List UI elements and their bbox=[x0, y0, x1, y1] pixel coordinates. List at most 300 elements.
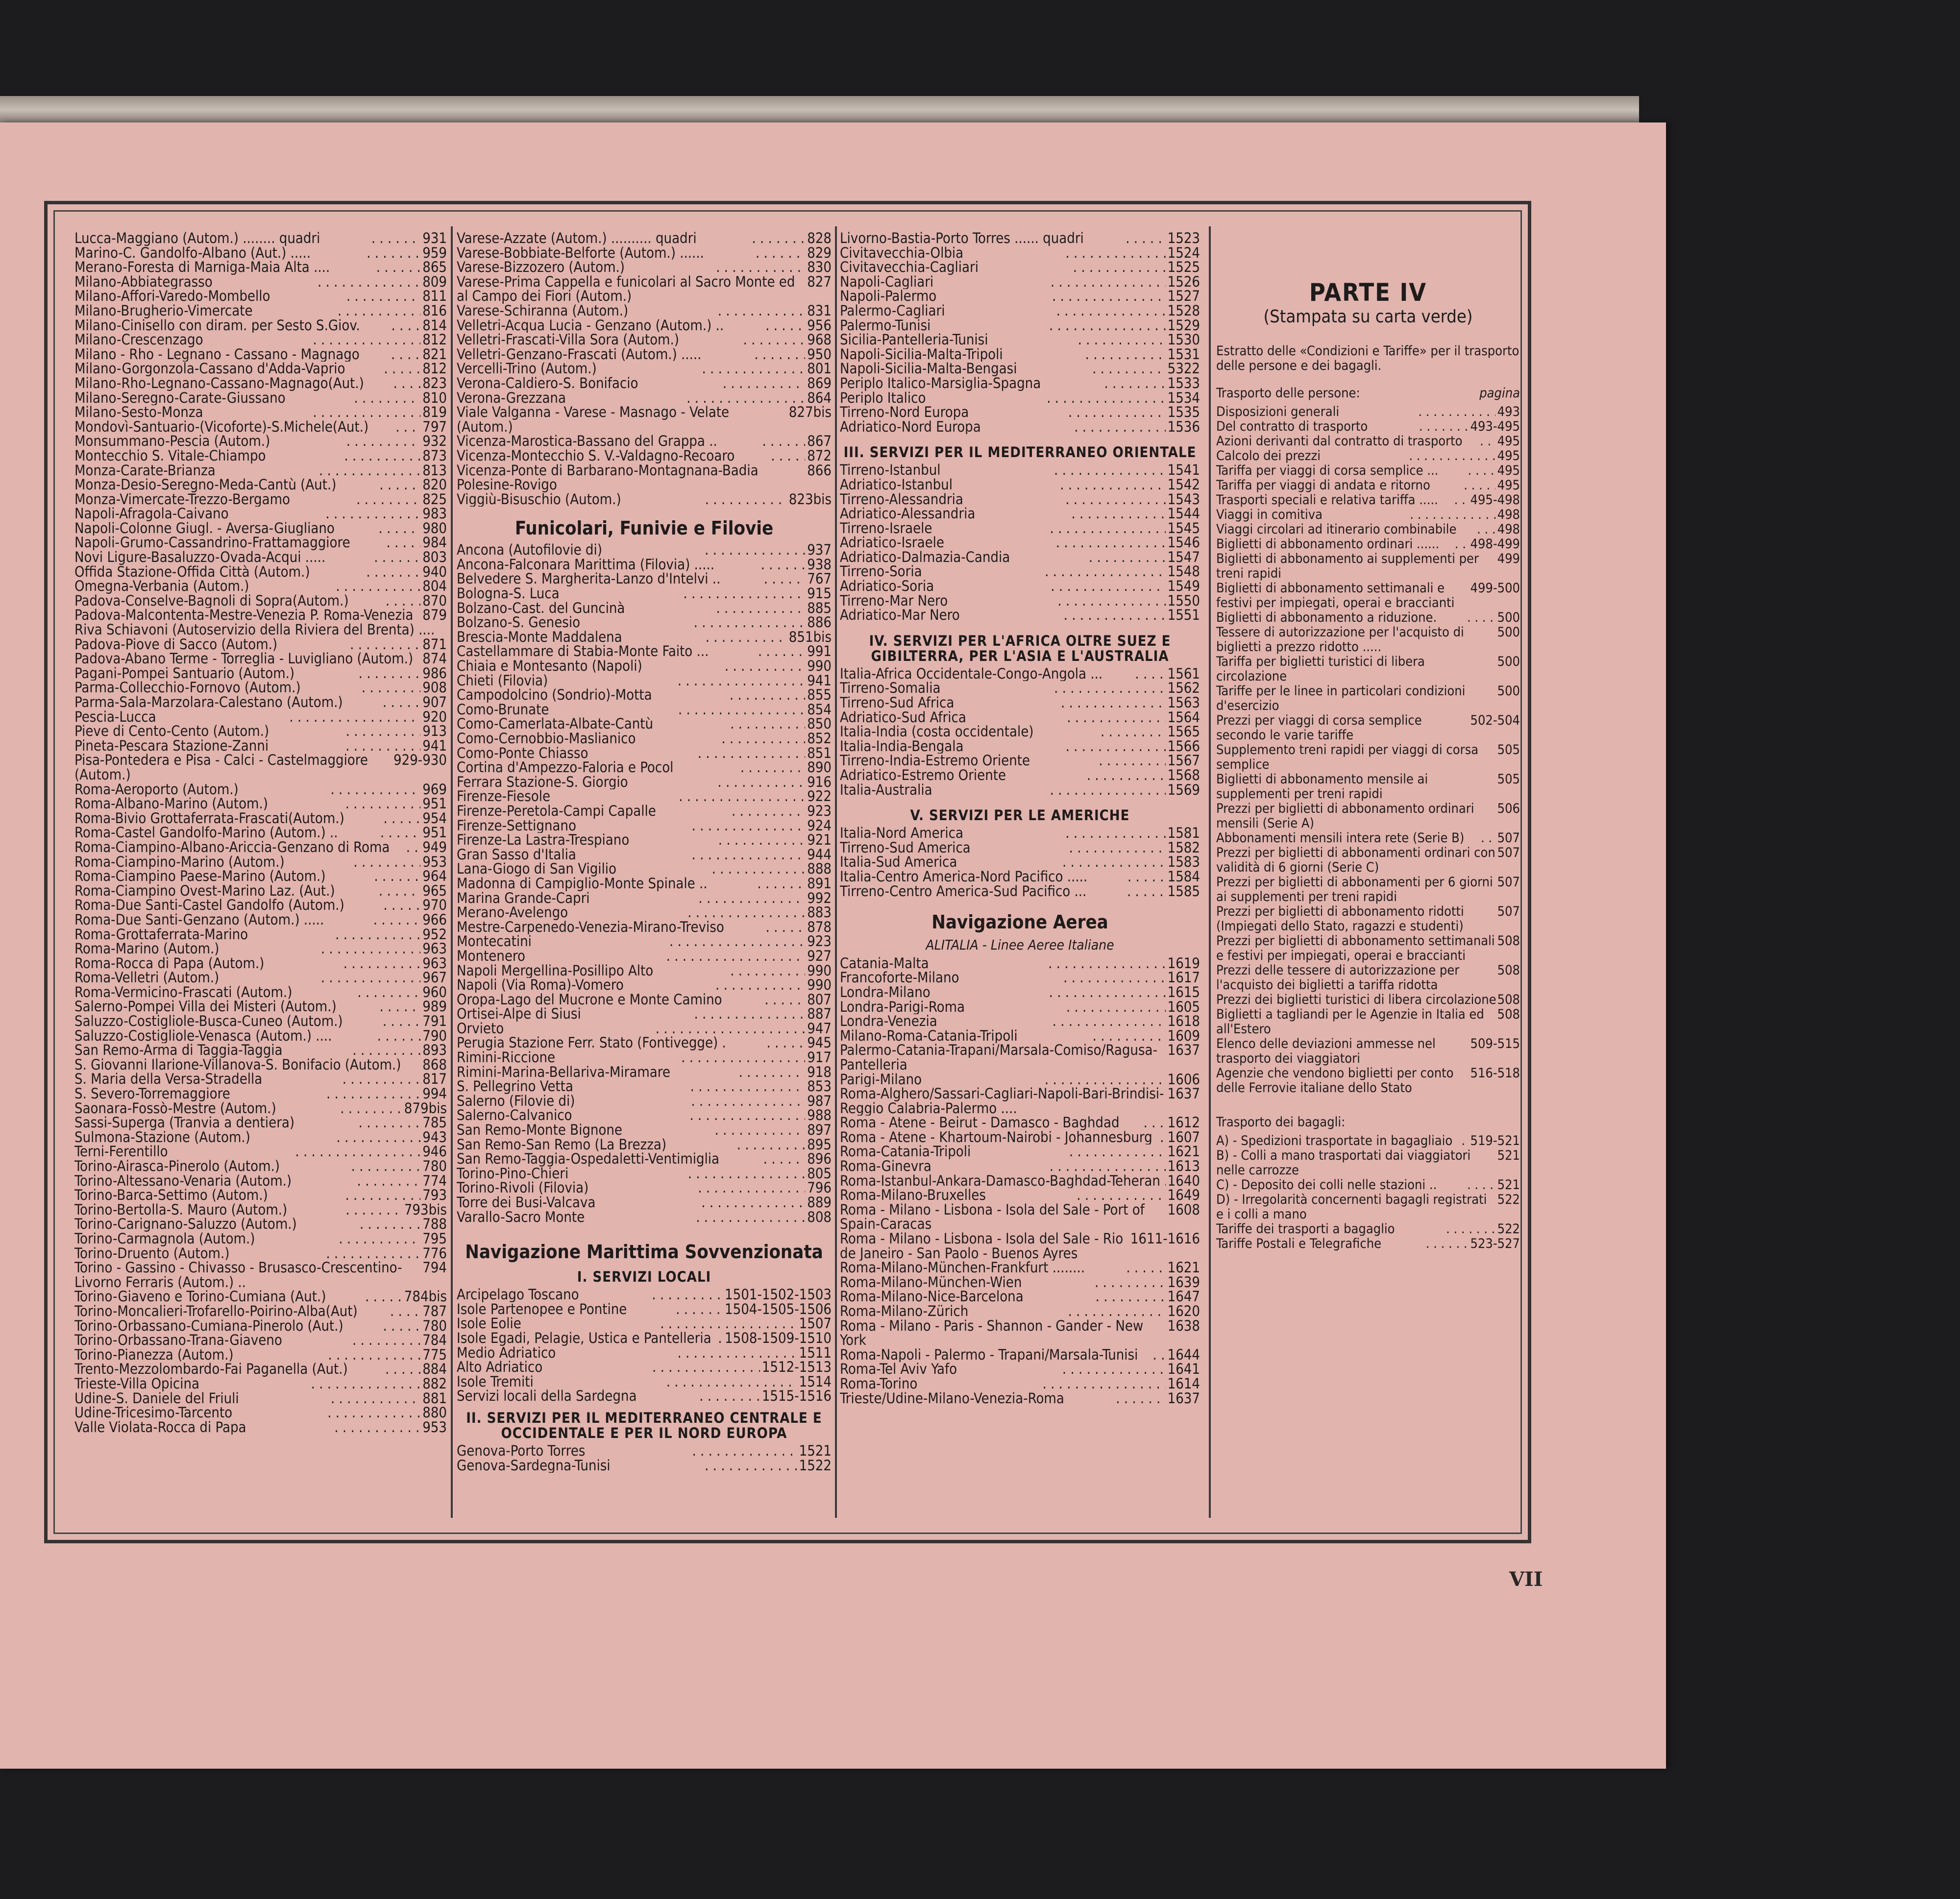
index-entry-name: Chiaia e Montesanto (Napoli) bbox=[457, 659, 642, 674]
index-entry-page: 809 bbox=[422, 274, 447, 290]
index-entry-page: 790 bbox=[422, 1028, 447, 1044]
index-entry-page: 1609 bbox=[1167, 1028, 1200, 1044]
index-entry-page: 987 bbox=[807, 1094, 832, 1109]
leader-dots bbox=[1063, 971, 1166, 985]
index-entry-page: 964 bbox=[422, 869, 447, 884]
leader-dots bbox=[335, 927, 420, 942]
index-entry bbox=[74, 1144, 447, 1159]
index-entry-name: Biglietti di abbonamento ai supplementi per treni rapidi bbox=[1216, 552, 1479, 581]
index-entry bbox=[840, 1072, 1200, 1087]
index-entry bbox=[74, 1333, 447, 1348]
index-entry-name: Roma-Milano-Nice-Barcelona bbox=[840, 1290, 1024, 1304]
index-entry-page: 868 bbox=[422, 1057, 447, 1072]
index-entry bbox=[1216, 1237, 1520, 1251]
index-entry-name: Roma - Atene - Khartoum-Nairobi - Johannesburg bbox=[840, 1130, 1152, 1145]
index-entry bbox=[1216, 684, 1520, 713]
index-entry-name: Disposizioni generali bbox=[1216, 405, 1340, 419]
index-entry bbox=[840, 1043, 1200, 1072]
index-entry-page: 1546 bbox=[1167, 536, 1200, 550]
index-entry-page: 1566 bbox=[1167, 739, 1200, 754]
index-entry bbox=[840, 739, 1200, 754]
leader-dots bbox=[295, 1144, 420, 1159]
index-entry bbox=[74, 1087, 447, 1101]
index-entry bbox=[74, 333, 447, 347]
index-entry bbox=[74, 478, 447, 492]
index-entry-name: Alto Adriatico bbox=[457, 1360, 543, 1375]
index-entry-page: 829 bbox=[807, 245, 832, 261]
index-entry-name: Isole Egadi, Pelagie, Ustica e Pantelleria bbox=[457, 1331, 711, 1346]
index-entry-page: 896 bbox=[807, 1152, 832, 1167]
index-entry-page: 854 bbox=[807, 702, 832, 717]
index-entry-page: 1620 bbox=[1167, 1304, 1200, 1319]
leader-dots bbox=[359, 666, 421, 681]
index-entry-page: 523-527 bbox=[1470, 1237, 1520, 1251]
leader-dots bbox=[386, 536, 420, 550]
index-entry bbox=[74, 463, 447, 478]
index-entry-page: 866 bbox=[807, 463, 832, 479]
leader-dots bbox=[1455, 537, 1469, 552]
index-entry-name: Tirreno-Mar Nero bbox=[840, 593, 948, 609]
leader-dots bbox=[678, 674, 805, 688]
index-entry-page: 1565 bbox=[1167, 725, 1200, 739]
leader-dots bbox=[1068, 405, 1166, 420]
index-entry-name: Roma-Tel Aviv Yafo bbox=[840, 1362, 957, 1377]
index-entry bbox=[840, 1087, 1200, 1116]
index-entry-name: Torino - Gassino - Chivasso - Brusasco-Crescentino-Livorno Ferraris (Autom.) .. bbox=[74, 1261, 402, 1290]
leader-dots bbox=[1092, 362, 1166, 376]
leader-dots bbox=[1135, 667, 1165, 682]
index-entry-page: 1619 bbox=[1167, 956, 1200, 971]
index-entry bbox=[74, 884, 447, 899]
index-entry-name: Torino-Altessano-Venaria (Autom.) bbox=[74, 1173, 292, 1189]
index-entry-name: Tariffa per viaggi di corsa semplice ... bbox=[1216, 463, 1439, 478]
leader-dots bbox=[1069, 841, 1166, 855]
index-entry-page: 874 bbox=[422, 652, 447, 666]
index-entry-page: 1545 bbox=[1167, 521, 1200, 536]
leader-dots bbox=[384, 362, 420, 376]
index-entry-page: 884 bbox=[422, 1362, 447, 1377]
index-entry-name: Lucca-Maggiano (Autom.) ........ quadri bbox=[74, 231, 320, 246]
leader-dots bbox=[1074, 420, 1165, 435]
index-entry bbox=[74, 710, 447, 725]
leader-dots bbox=[694, 615, 806, 630]
leader-dots bbox=[1126, 231, 1165, 246]
index-entry-name: Periplo Italico-Marsiglia-Spagna bbox=[840, 376, 1041, 391]
index-entry bbox=[457, 833, 832, 848]
index-entry-name: Valle Violata-Rocca di Papa bbox=[74, 1420, 246, 1435]
index-entry bbox=[457, 1050, 832, 1065]
index-entry-name: Como-Cernobbio-Maslianico bbox=[457, 731, 636, 746]
leader-dots bbox=[357, 1174, 421, 1189]
index-entry-name: Tirreno-Nord Europa bbox=[840, 405, 969, 420]
index-entry-name: Sassi-Superga (Tranvia a dentiera) bbox=[74, 1116, 295, 1130]
index-entry bbox=[840, 391, 1200, 406]
index-entry bbox=[74, 1246, 447, 1261]
persone-heading: Trasporto delle persone: bbox=[1216, 386, 1360, 401]
index-entry-page: 1637 bbox=[1167, 1043, 1200, 1059]
index-entry-name: Prezzi per biglietti di abbonamento ridotti (Impiegati dello Stato, ragazzi e studenti) bbox=[1216, 904, 1464, 934]
leader-dots bbox=[691, 1094, 805, 1109]
index-entry-name: Tirreno-Sud Africa bbox=[840, 696, 955, 710]
index-entry-name: Viaggi circolari ad itinerario combinabile bbox=[1216, 522, 1457, 537]
index-entry bbox=[457, 1094, 832, 1109]
index-entry bbox=[840, 681, 1200, 696]
index-entry bbox=[74, 999, 447, 1014]
col3-americhe-list bbox=[840, 826, 1200, 899]
leader-dots bbox=[346, 434, 420, 449]
index-entry bbox=[1216, 537, 1520, 552]
index-entry bbox=[74, 565, 447, 580]
index-entry bbox=[840, 768, 1200, 783]
index-entry-name: Genova-Sardegna-Tunisi bbox=[457, 1458, 611, 1473]
index-entry-page: 888 bbox=[807, 862, 832, 876]
index-entry-name: Biglietti di abbonamento a riduzione. bbox=[1216, 610, 1437, 625]
index-entry-page: 788 bbox=[422, 1217, 447, 1232]
leader-dots bbox=[352, 1043, 420, 1058]
leader-dots bbox=[376, 260, 421, 275]
leader-dots bbox=[326, 1246, 420, 1261]
index-entry-page: 498 bbox=[1497, 522, 1520, 537]
index-entry bbox=[1216, 1066, 1520, 1096]
index-entry-page: 797 bbox=[422, 419, 447, 435]
index-entry-page: 960 bbox=[422, 985, 447, 1000]
index-entry-name: Roma - Milano - Lisbona - Isola del Sale - Rio de Janeiro - San Paolo - Buenos Ayres bbox=[840, 1232, 1124, 1261]
index-entry-name: Madonna di Campiglio-Monte Spinale .. bbox=[457, 876, 708, 891]
leader-dots bbox=[1050, 783, 1166, 798]
index-entry-name: Vicenza-Ponte di Barbarano-Montagnana-Badia Polesine-Rovigo bbox=[457, 463, 759, 492]
index-entry bbox=[74, 594, 447, 609]
index-entry-name: Biglietti di abbonamento settimanali e festivi per impiegati, operai e braccianti bbox=[1216, 581, 1455, 610]
index-entry-page: 796 bbox=[807, 1181, 832, 1195]
index-entry-page: 873 bbox=[422, 448, 447, 463]
leader-dots bbox=[371, 231, 420, 246]
index-entry-page: 508 bbox=[1497, 963, 1520, 978]
index-entry bbox=[840, 1261, 1200, 1275]
index-entry-page: 1541 bbox=[1167, 463, 1200, 478]
index-entry-page: 1561 bbox=[1167, 666, 1200, 682]
index-entry-page: 795 bbox=[422, 1231, 447, 1246]
index-entry-name: Napoli-Afragola-Caivano bbox=[74, 507, 229, 521]
index-entry-page: 950 bbox=[807, 347, 832, 362]
index-entry bbox=[74, 1203, 447, 1217]
index-entry-name: Padova-Malcontenta-Mestre-Venezia P. Roma-Venezia Riva Schiavoni (Autoservizio della Riviera del Brenta) .... bbox=[74, 608, 435, 637]
index-entry-name: Milano-Cinisello con diram. per Sesto S.Giov. bbox=[74, 318, 360, 333]
index-entry bbox=[74, 681, 447, 695]
parte-title: PARTE IV bbox=[1309, 278, 1427, 307]
index-entry-name: Napoli-Cagliari bbox=[840, 274, 934, 290]
index-entry bbox=[74, 376, 447, 391]
index-entry bbox=[840, 1014, 1200, 1029]
section-title-navigazione-aerea: Navigazione Aerea bbox=[931, 911, 1108, 933]
index-entry-page: 1607 bbox=[1167, 1130, 1200, 1145]
index-entry-name: Torino-Carmagnola (Autom.) bbox=[74, 1231, 255, 1246]
index-entry-page: 499 bbox=[1497, 552, 1520, 566]
index-entry-page: 823bis bbox=[788, 492, 832, 507]
leader-dots bbox=[1049, 985, 1166, 1000]
index-entry bbox=[457, 1181, 832, 1195]
leader-dots bbox=[374, 550, 420, 565]
leader-dots bbox=[379, 884, 420, 899]
index-entry bbox=[457, 1007, 832, 1022]
index-entry bbox=[840, 1130, 1200, 1145]
leader-dots bbox=[712, 862, 806, 876]
index-entry-page: 940 bbox=[422, 564, 447, 580]
leader-dots bbox=[366, 565, 420, 580]
index-entry bbox=[457, 993, 832, 1007]
index-entry bbox=[457, 246, 832, 261]
leader-dots bbox=[1099, 754, 1165, 768]
leader-dots bbox=[1045, 564, 1166, 579]
index-entry-name: Napoli-Palermo bbox=[840, 289, 937, 304]
index-entry bbox=[840, 1203, 1200, 1232]
leader-dots bbox=[1057, 594, 1165, 609]
index-entry-name: Napoli Mergellina-Posillipo Alto bbox=[457, 963, 654, 978]
index-entry-page: 775 bbox=[422, 1347, 447, 1363]
leader-dots bbox=[716, 260, 805, 275]
index-entry bbox=[74, 318, 447, 333]
index-entry-name: Monza-Desio-Seregno-Meda-Cantù (Aut.) bbox=[74, 478, 337, 492]
index-entry-page: 780 bbox=[422, 1159, 447, 1174]
index-entry-name: Padova-Piove di Sacco (Autom.) bbox=[74, 637, 278, 652]
index-entry bbox=[840, 289, 1200, 304]
index-entry-name: Napoli-Sicilia-Malta-Tripoli bbox=[840, 347, 1003, 362]
leader-dots bbox=[1144, 1116, 1166, 1130]
leader-dots bbox=[383, 811, 420, 826]
index-entry-name: Roma-Ginevra bbox=[840, 1159, 931, 1174]
leader-dots bbox=[385, 1362, 420, 1377]
column-separator bbox=[835, 226, 837, 1518]
index-entry-name: Padova-Abano Terme - Torreglia - Luvigliano (Autom.) bbox=[74, 652, 414, 666]
leader-dots bbox=[676, 1302, 723, 1317]
index-entry bbox=[74, 971, 447, 985]
index-entry-page: 784 bbox=[422, 1333, 447, 1348]
index-entry bbox=[840, 536, 1200, 550]
index-entry bbox=[74, 521, 447, 536]
index-entry-page: 498-499 bbox=[1470, 537, 1520, 552]
index-entry-page: 821 bbox=[422, 347, 447, 362]
index-entry-page: 507 bbox=[1497, 875, 1520, 890]
index-entry-page: 988 bbox=[807, 1108, 832, 1123]
leader-dots bbox=[345, 1188, 420, 1203]
index-entry bbox=[74, 1058, 447, 1072]
index-entry-page: 850 bbox=[807, 717, 832, 731]
index-entry bbox=[457, 333, 832, 347]
index-entry-name: Roma-Ciampino-Albano-Ariccia-Genzano di Roma bbox=[74, 840, 390, 855]
leader-dots bbox=[743, 333, 806, 347]
leader-dots bbox=[681, 1050, 805, 1065]
index-entry bbox=[1216, 552, 1520, 581]
parte-subtitle: (Stampata su carta verde) bbox=[1263, 307, 1473, 327]
index-entry-name: Torre dei Busi-Valcava bbox=[457, 1195, 596, 1210]
leader-dots bbox=[319, 463, 420, 478]
index-entry-name: Velletri-Genzano-Frascati (Autom.) ..... bbox=[457, 347, 702, 362]
index-entry-page: 500 bbox=[1497, 625, 1520, 640]
index-entry-name: Bolzano-Cast. del Guncinà bbox=[457, 601, 625, 616]
index-entry bbox=[457, 1167, 832, 1181]
index-entry bbox=[840, 870, 1200, 884]
leader-dots bbox=[737, 1138, 806, 1152]
index-entry-name: Saluzzo-Costigliole-Venasca (Autom.) .... bbox=[74, 1028, 332, 1044]
index-entry bbox=[840, 1174, 1200, 1189]
index-entry bbox=[840, 725, 1200, 739]
leader-dots bbox=[1467, 610, 1495, 625]
index-entry bbox=[1216, 581, 1520, 610]
index-entry-name: Prezzi per biglietti di abbonamenti per 6 giorni ai supplementi per treni rapidi bbox=[1216, 875, 1493, 904]
index-entry-page: 891 bbox=[807, 876, 832, 891]
index-entry bbox=[457, 1036, 832, 1050]
index-entry-name: Isole Eolie bbox=[457, 1316, 521, 1331]
leader-dots bbox=[353, 855, 420, 870]
index-entry bbox=[840, 1290, 1200, 1304]
index-entry-name: Roma-Milano-München-Frankfurt ........ bbox=[840, 1261, 1085, 1275]
index-entry-page: 521 bbox=[1497, 1148, 1520, 1163]
index-entry-name: Arcipelago Toscano bbox=[457, 1288, 579, 1302]
index-entry-page: 1612 bbox=[1167, 1116, 1200, 1130]
index-entry-name: Londra-Milano bbox=[840, 985, 931, 1000]
index-entry bbox=[457, 978, 832, 993]
leader-dots bbox=[360, 1217, 420, 1232]
index-entry-name: Trieste/Udine-Milano-Venezia-Roma bbox=[840, 1391, 1064, 1406]
leader-dots bbox=[373, 913, 420, 927]
index-entry bbox=[840, 376, 1200, 391]
index-entry bbox=[74, 1290, 447, 1304]
leader-dots bbox=[1073, 260, 1166, 275]
index-entry-page: 1615 bbox=[1167, 985, 1200, 1000]
index-entry bbox=[840, 956, 1200, 971]
index-entry bbox=[74, 550, 447, 565]
index-entry-page: 794 bbox=[422, 1261, 447, 1276]
leader-dots bbox=[686, 391, 805, 406]
leader-dots bbox=[1051, 579, 1165, 594]
leader-dots bbox=[362, 681, 420, 695]
index-entry-name: Trento-Mezzolombardo-Fai Paganella (Aut.) bbox=[74, 1362, 348, 1377]
leader-dots bbox=[739, 1065, 806, 1080]
index-entry-page: 851bis bbox=[788, 630, 832, 645]
index-entry-page: 1512-1513 bbox=[761, 1360, 832, 1375]
index-entry bbox=[1216, 434, 1520, 449]
leader-dots bbox=[326, 1087, 420, 1101]
index-entry bbox=[74, 391, 447, 406]
index-entry-name: Abbonamenti mensili intera rete (Serie B) bbox=[1216, 831, 1465, 846]
index-entry-name: Biglietti di abbonamento mensile ai supplementi per treni rapidi bbox=[1216, 772, 1428, 802]
index-entry-page: 994 bbox=[422, 1087, 447, 1101]
index-entry-name: Roma-Alghero/Sassari-Cagliari-Napoli-Bari-Brindisi-Reggio Calabria-Palermo .... bbox=[840, 1087, 1164, 1116]
index-entry bbox=[840, 884, 1200, 899]
index-entry bbox=[457, 1022, 832, 1036]
index-entry-page: 879bis bbox=[404, 1101, 447, 1116]
index-entry-name: Roma-Albano-Marino (Autom.) bbox=[74, 797, 268, 811]
index-entry-name: Cortina d'Ampezzo-Faloria e Pocol bbox=[457, 760, 674, 775]
index-entry bbox=[74, 231, 447, 246]
index-entry bbox=[74, 695, 447, 710]
index-entry-name: Tirreno-Sud America bbox=[840, 840, 971, 855]
index-entry-name: Bolzano-S. Genesio bbox=[457, 615, 581, 630]
index-entry-page: 1564 bbox=[1167, 710, 1200, 725]
leader-dots bbox=[694, 1007, 805, 1022]
index-entry-page: 945 bbox=[807, 1036, 832, 1051]
index-entry-name: Roma - Milano - Paris - Shannon - Gander - New York bbox=[840, 1318, 1144, 1348]
index-entry-page: 1526 bbox=[1167, 274, 1200, 290]
index-entry-name: San Remo-Arma di Taggia-Taggia bbox=[74, 1043, 283, 1058]
leader-dots bbox=[1461, 1134, 1468, 1148]
leader-dots bbox=[313, 405, 420, 420]
index-entry bbox=[840, 696, 1200, 710]
index-entry-name: Montenero bbox=[457, 949, 525, 964]
leader-dots bbox=[1096, 1290, 1166, 1304]
index-entry-page: 1533 bbox=[1167, 376, 1200, 391]
index-entry-page: 495 bbox=[1497, 449, 1520, 463]
index-entry-name: A) - Spedizioni trasportate in bagagliaio bbox=[1216, 1134, 1453, 1148]
section-title-navigazione-marittima: Navigazione Marittima Sovvenzionata bbox=[465, 1241, 823, 1263]
index-entry-name: Merano-Foresta di Marniga-Maia Alta .... bbox=[74, 260, 330, 275]
index-entry bbox=[74, 362, 447, 376]
index-entry-name: Roma - Milano - Lisbona - Isola del Sale - Port of Spain-Caracas bbox=[840, 1202, 1145, 1232]
leader-dots bbox=[705, 1459, 797, 1473]
index-entry-name: Prezzi per biglietti di abbonamento settimanali e festivi per impiegati, operai e braccianti bbox=[1216, 934, 1495, 963]
index-entry-page: 1524 bbox=[1167, 245, 1200, 261]
leader-dots bbox=[331, 1391, 420, 1406]
index-entry-name: Adriatico-Alessandria bbox=[840, 507, 976, 521]
index-entry-name: Roma-Marino (Autom.) bbox=[74, 942, 220, 956]
index-entry bbox=[74, 739, 447, 754]
index-entry-page: 793bis bbox=[404, 1202, 447, 1217]
index-entry-page: 1544 bbox=[1167, 507, 1200, 521]
index-entry-name: Londra-Parigi-Roma bbox=[840, 999, 965, 1015]
index-entry-name: Parigi-Milano bbox=[840, 1072, 922, 1087]
index-entry-name: Adriatico-Estremo Oriente bbox=[840, 768, 1006, 783]
index-entry-page: 989 bbox=[422, 999, 447, 1015]
index-entry-name: Torino-Moncalieri-Trofarello-Poirino-Alba(Aut) bbox=[74, 1304, 358, 1319]
index-entry-page: 1568 bbox=[1167, 768, 1200, 783]
index-entry bbox=[457, 1360, 832, 1375]
index-entry-page: 812 bbox=[422, 333, 447, 347]
index-entry bbox=[840, 564, 1200, 579]
index-entry bbox=[457, 572, 832, 586]
index-entry-name: Adriatico-Israele bbox=[840, 536, 944, 550]
index-entry bbox=[840, 971, 1200, 985]
index-entry-name: Lana-Giogo di San Vigilio bbox=[457, 862, 616, 876]
index-column-1 bbox=[74, 231, 447, 1515]
index-entry bbox=[1216, 802, 1520, 831]
index-entry bbox=[457, 304, 832, 318]
index-entry-name: Periplo Italico bbox=[840, 390, 926, 406]
index-entry-name: Adriatico-Dalmazia-Candia bbox=[840, 550, 1010, 565]
leader-dots bbox=[406, 840, 420, 855]
leader-dots bbox=[386, 594, 420, 609]
parte-intro: Estratto delle «Condizioni e Tariffe» per il trasporto delle persone e dei bagagli. bbox=[1216, 343, 1519, 373]
index-entry-page: 1515-1516 bbox=[761, 1389, 832, 1404]
index-entry-page: 929-930 bbox=[393, 753, 447, 769]
index-entry-page: 870 bbox=[422, 593, 447, 609]
index-entry bbox=[74, 579, 447, 594]
index-entry bbox=[840, 608, 1200, 623]
index-entry-page: 889 bbox=[807, 1195, 832, 1210]
index-entry-name: Velletri-Acqua Lucia - Genzano (Autom.) .. bbox=[457, 318, 724, 333]
index-entry-name: Varese-Bizzozero (Autom.) bbox=[457, 260, 625, 275]
index-entry-name: S. Giovanni Ilarione-Villanova-S. Bonifacio (Autom.) bbox=[74, 1057, 401, 1072]
index-entry bbox=[74, 913, 447, 927]
index-entry-page: 827bis bbox=[788, 405, 832, 421]
index-entry bbox=[840, 1188, 1200, 1203]
leader-dots bbox=[345, 797, 421, 811]
col1-list bbox=[74, 231, 447, 1435]
leader-dots bbox=[391, 347, 420, 362]
index-entry-page: 776 bbox=[422, 1246, 447, 1261]
index-entry bbox=[457, 630, 832, 645]
index-entry bbox=[457, 405, 832, 434]
index-entry-page: 871 bbox=[422, 637, 447, 652]
index-entry-page: 923 bbox=[807, 934, 832, 949]
